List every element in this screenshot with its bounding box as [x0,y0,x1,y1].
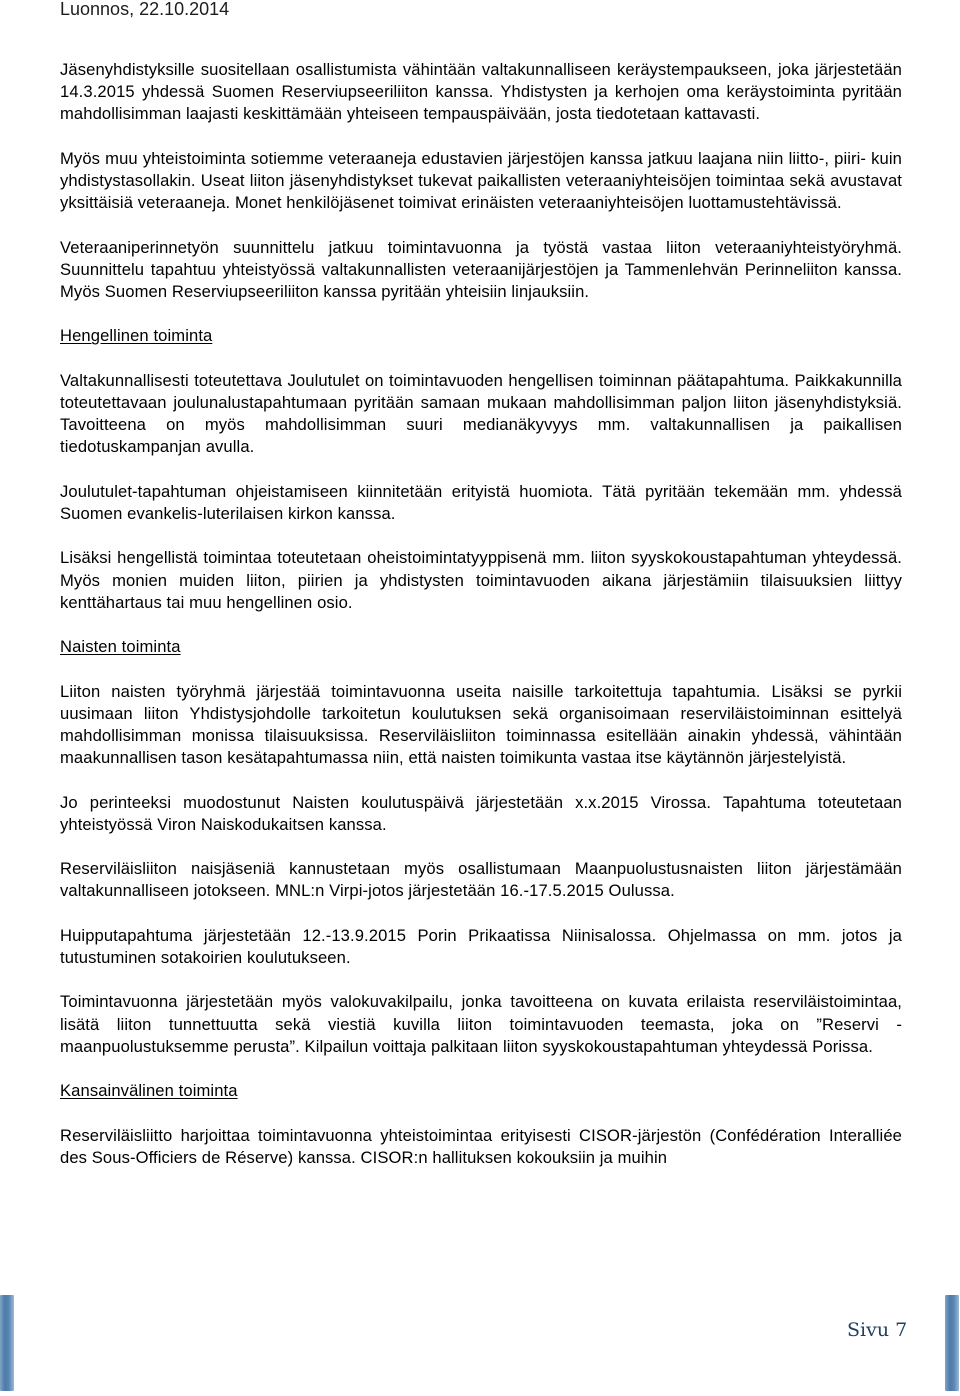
paragraph-main-event: Huipputapahtuma järjestetään 12.-13.9.2015 Porin Prikaatissa Niinisalossa. Ohjelmassa on mm. jotos ja tutustuminen sotakoirien koulutukseen. [60,925,902,967]
paragraph-joulutulet: Valtakunnallisesti toteutettava Joulutulet on toimintavuoden hengellisen toiminnan päätapahtuma. Paikkakunnilla toteutettavaan joulunalustapahtumaan pyritään samaan mukaan mahdollisimman paljon liiton jäsenyhdistyksiä. Tavoitteena on myös mahdollisimman suuri medianäkyvyys mm. valtakunnallisen ja paikallisen tiedotuskampanjan avulla. [60,370,902,457]
heading-international-activity: Kansainvälinen toiminta [60,1081,238,1101]
draft-date-header: Luonnos, 22.10.2014 [60,0,230,19]
paragraph-virpi-jotos: Reserviläisliiton naisjäseniä kannustetaan myös osallistumaan Maanpuolustusnaisten liiton järjestämään valtakunnalliseen jotokseen. MNL:n Virpi-jotos järjestetään 16.-17.5.2015 Oulussa. [60,859,902,901]
paragraph-spiritual-side-activity: Lisäksi hengellistä toimintaa toteutetaan oheistoimintatyyppisenä mm. liiton syyskokoustapahtuman yhteydessä. Myös monien muiden liiton, piirien ja yhdistysten toimintavuoden aikana järjestämiin tilaisuuksien liittyy kenttähartaus tai muu hengellinen osio. [60,548,902,612]
paragraph-photo-contest: Toimintavuonna järjestetään myös valokuvakilpailu, jonka tavoitteena on kuvata erilaista reserviläistoimintaa, lisätä liiton tunnettuutta sekä viestiä kuvilla liiton toimintavuoden teemasta, joka on ”Reservi - maanpuolustuksemme perusta”. Kilpailun voittaja palkitaan liiton syyskokoustapahtuman yhteydessä Porissa. [60,992,902,1056]
paragraph-womens-working-group: Liiton naisten työryhmä järjestää toimintavuonna useita naisille tarkoitettuja tapahtumia. Lisäksi se pyrkii uusimaan liiton Yhdistysjohdolle tarkoitetun koulutuksen sekä organisoimaan reserviläistoiminnan esittelyä mahdollisimman monissa tilaisuuksissa. Reserviläisliiton toiminnassa esitellään ainakin yhdessä, vähintään maakunnallisen tason kesätapahtumassa niin, että naisten toimikunta vastaa itse käytännön järjestelyistä. [60,681,902,768]
page-number: Sivu 7 [847,1319,908,1341]
heading-womens-activity: Naisten toiminta [60,637,181,657]
paragraph-veteran-heritage: Veteraaniperinnetyön suunnittelu jatkuu toimintavuonna ja työstä vastaa liiton veteraaniyhteistyöryhmä. Suunnittelu tapahtuu yhteistyössä valtakunnallisten veteraanijärjestöjen ja Tammenlehvän Perinneliiton kanssa. Myös Suomen Reserviupseeriliiton kanssa pyritään yhteisiin linjauksiin. [60,237,902,301]
heading-spiritual-activity: Hengellinen toiminta [60,326,213,346]
paragraph-veteran-cooperation: Myös muu yhteistoiminta sotiemme veteraaneja edustavien järjestöjen kanssa jatkuu laajana niin liitto-, piiri- kuin yhdistystasollakin. Useat liiton jäsenyhdistykset tukevat paikallisten veteraaniyhteisöjen toimintaa sekä avustavat yksittäisiä veteraaneja. Monet henkilöjäsenet toimivat erinäisten veteraaniyhteisöjen luottamustehtävissä. [60,148,902,213]
footer-accent-bar-left [0,1295,14,1391]
document-body [60,59,902,1169]
paragraph-cisor: Reserviläisliitto harjoittaa toimintavuonna yhteistoimintaa erityisesti CISOR-järjestön (Confédération Interalliée des Sous-Officiers de Réserve) kanssa. CISOR:n hallituksen kokouksiin ja muihin [60,1125,902,1167]
paragraph-joulutulet-guidance: Joulutulet-tapahtuman ohjeistamiseen kiinnitetään erityistä huomiota. Tätä pyritään tekemään mm. yhdessä Suomen evankelis-luterilaisen kirkon kanssa. [60,481,902,523]
paragraph-fundraising: Jäsenyhdistyksille suositellaan osallistumista vähintään valtakunnalliseen keräystempaukseen, joka järjestetään 14.3.2015 yhdessä Suomen Reserviupseeriliiton kanssa. Yhdistysten ja kerhojen oma keräystoiminta pyritään mahdollisimman laajasti keskittämään yhteiseen tempauspäivään, josta tiedotetaan kattavasti. [60,60,902,124]
paragraph-womens-training-day: Jo perinteeksi muodostunut Naisten koulutuspäivä järjestetään x.x.2015 Virossa. Tapahtuma toteutetaan yhteistyössä Viron Naiskodukaitsen kanssa. [60,792,902,834]
footer-accent-bar-right [945,1295,959,1391]
